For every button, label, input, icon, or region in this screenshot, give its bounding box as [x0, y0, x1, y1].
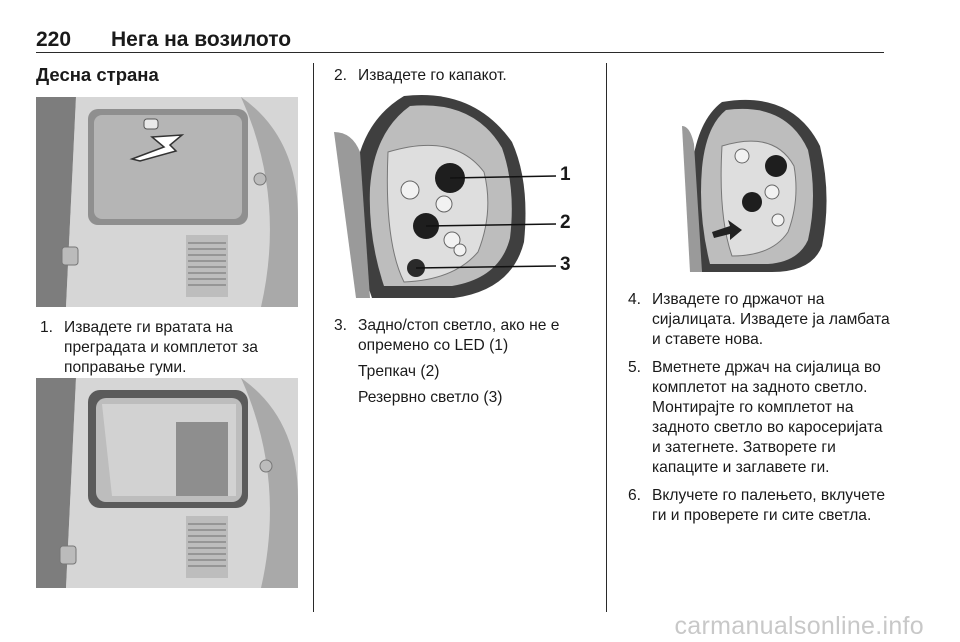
step-6-text: Вклучете го палењето, вклучете ги и проверете ги сите светла.: [652, 487, 886, 524]
step-2-number: 2.: [334, 67, 348, 84]
step-1-number: 1.: [40, 319, 54, 336]
column-divider-2: [606, 63, 607, 612]
step-1: [40, 318, 302, 378]
step-6-number: 6.: [628, 487, 642, 504]
header-rule: [36, 52, 884, 53]
callout-3: 3: [560, 254, 571, 275]
step-1-text: Извадете ги вратата на преградата и комплетот за поправање гуми.: [64, 319, 258, 376]
trunk-open-illustration: [36, 378, 298, 588]
step-3: [334, 316, 596, 408]
step-3-number: 3.: [334, 317, 348, 334]
page-number: 220: [36, 28, 72, 51]
trunk-panel-illustration: [36, 97, 298, 307]
bulb-holder-removal-illustration: [682, 96, 842, 274]
step-4-number: 4.: [628, 291, 642, 308]
step-5-text: Вметнете држач на сијалица во комплетот на задното светло. Монтирајте го комплетот на задното светло во каросеријата и затегнете. Затворете ги капаците и заглавете ги.: [652, 359, 883, 476]
chapter-title: Нега на возилото: [111, 28, 292, 51]
step-4-text: Извадете го држачот на сијалицата. Извадете ја ламбата и ставете нова.: [652, 291, 890, 348]
steps-4-6: [628, 290, 890, 526]
section-title: Десна страна: [36, 64, 159, 85]
step-2: [334, 66, 596, 86]
tail-lamp-bulbs-illustration: [334, 92, 596, 302]
step-3-text: Задно/стоп светло, ако не е опремено со LED (1): [358, 317, 560, 354]
sub-reverse-light: Резервно светло (3): [358, 389, 503, 406]
sub-turn-signal: Трепкач (2): [358, 363, 440, 380]
callout-2: 2: [560, 212, 571, 233]
callout-1: 1: [560, 164, 571, 185]
column-divider-1: [313, 63, 314, 612]
watermark: carmanualsonline.info: [674, 612, 924, 640]
step-2-text: Извадете го капакот.: [358, 67, 507, 84]
step-5-number: 5.: [628, 359, 642, 376]
